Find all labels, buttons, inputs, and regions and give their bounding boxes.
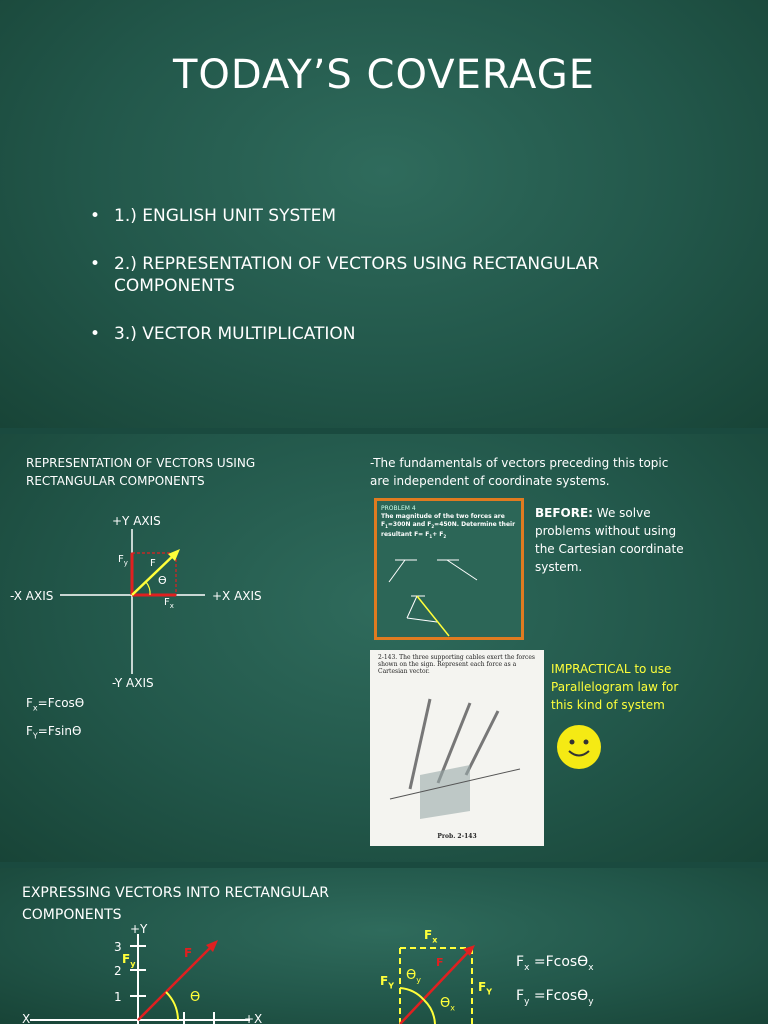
d2-f-label: F <box>436 956 444 969</box>
tick-1-label: 1 <box>114 990 122 1004</box>
smiley-icon <box>556 724 602 770</box>
neg-x-axis-label: -X AXIS <box>10 589 54 603</box>
fx-label: $F_x$ <box>164 597 174 610</box>
d2-fy-label: $F_Y$ <box>380 974 394 991</box>
theta-arc <box>146 582 150 595</box>
d2-theta-y-label: $ϴ_y$ <box>406 968 421 985</box>
slide-rectangular-components <box>0 434 768 862</box>
equation-fy: $F_y =Fcosϴ_y$ <box>516 988 594 1007</box>
list-item: • 3.) VECTOR MULTIPLICATION <box>90 324 356 344</box>
coverage-list <box>90 205 710 371</box>
x-label: X <box>22 1012 31 1024</box>
vector-axes-diagram <box>0 504 300 704</box>
d2-fy2-label: $F_Y$ <box>478 980 492 997</box>
fy-label: $F_y$ <box>122 952 136 969</box>
equation-fx: $F_x =Fcosϴ_x$ <box>516 954 594 973</box>
slide-heading: REPRESENTATION OF VECTORS USING RECTANGULAR COMPONENTS <box>26 456 256 488</box>
slide-coverage <box>0 0 768 428</box>
textbook-figure: 2-143. The three supporting cables exert the forces shown on the sign. Represent each force as a Cartesian vector. Prob. 2-143 <box>370 650 544 846</box>
equation-fy: $F_Y=Fsinϴ$ <box>26 724 82 741</box>
plus-y-label: +Y <box>130 922 148 936</box>
theta-label: ϴ <box>190 990 201 1005</box>
problem-text: The magnitude of the two forces are $F_1=300N$ and $F_2=450N$. Determine their resultant $F= F_1+ F_2$ <box>381 513 516 540</box>
pos-x-axis-label: +X AXIS <box>212 589 262 603</box>
slide-expressing-vectors <box>0 868 768 1024</box>
before-text: BEFORE: We solve problems without using the Cartesian coordinate system. <box>535 506 684 574</box>
problem-sketch <box>377 542 517 638</box>
fy-label: $F_y$ <box>118 554 128 567</box>
problem-4-image: PROBLEM 4 The magnitude of the two forces are $F_1=300N$ and $F_2=450N$. Determine their resultant $F= F_1+ F_2$ <box>374 498 524 640</box>
f-label: F <box>150 558 156 569</box>
slide-heading: EXPRESSING VECTORS INTO RECTANGULAR COMPONENTS <box>22 885 329 923</box>
theta-label: ϴ <box>158 574 167 587</box>
tick-3-label: 3 <box>114 940 122 954</box>
impractical-note: IMPRACTICAL to use Parallelogram law for this kind of system <box>551 662 679 712</box>
slide-title: TODAY’S COVERAGE <box>173 52 595 98</box>
plus-x-label: +X <box>244 1012 263 1024</box>
intro-text: -The fundamentals of vectors preceding this topic are independent of coordinate systems. <box>370 456 669 488</box>
component-diagram-left <box>0 928 280 1024</box>
list-item: • 1.) ENGLISH UNIT SYSTEM <box>90 206 337 226</box>
d2-theta-x-label: $ϴ_x$ <box>440 996 455 1013</box>
equation-fx: $F_x=Fcosϴ$ <box>26 696 85 713</box>
tick-2-label: 2 <box>114 964 122 978</box>
list-item: • 2.) REPRESENTATION OF VECTORS USING RECTANGULAR COMPONENTS <box>90 254 600 296</box>
sign-cables-sketch <box>370 679 544 829</box>
d2-fx-label: $F_x$ <box>424 928 438 945</box>
f-label: F <box>184 946 193 960</box>
pos-y-axis-label: +Y AXIS <box>112 514 161 528</box>
neg-y-axis-label: -Y AXIS <box>112 676 154 690</box>
